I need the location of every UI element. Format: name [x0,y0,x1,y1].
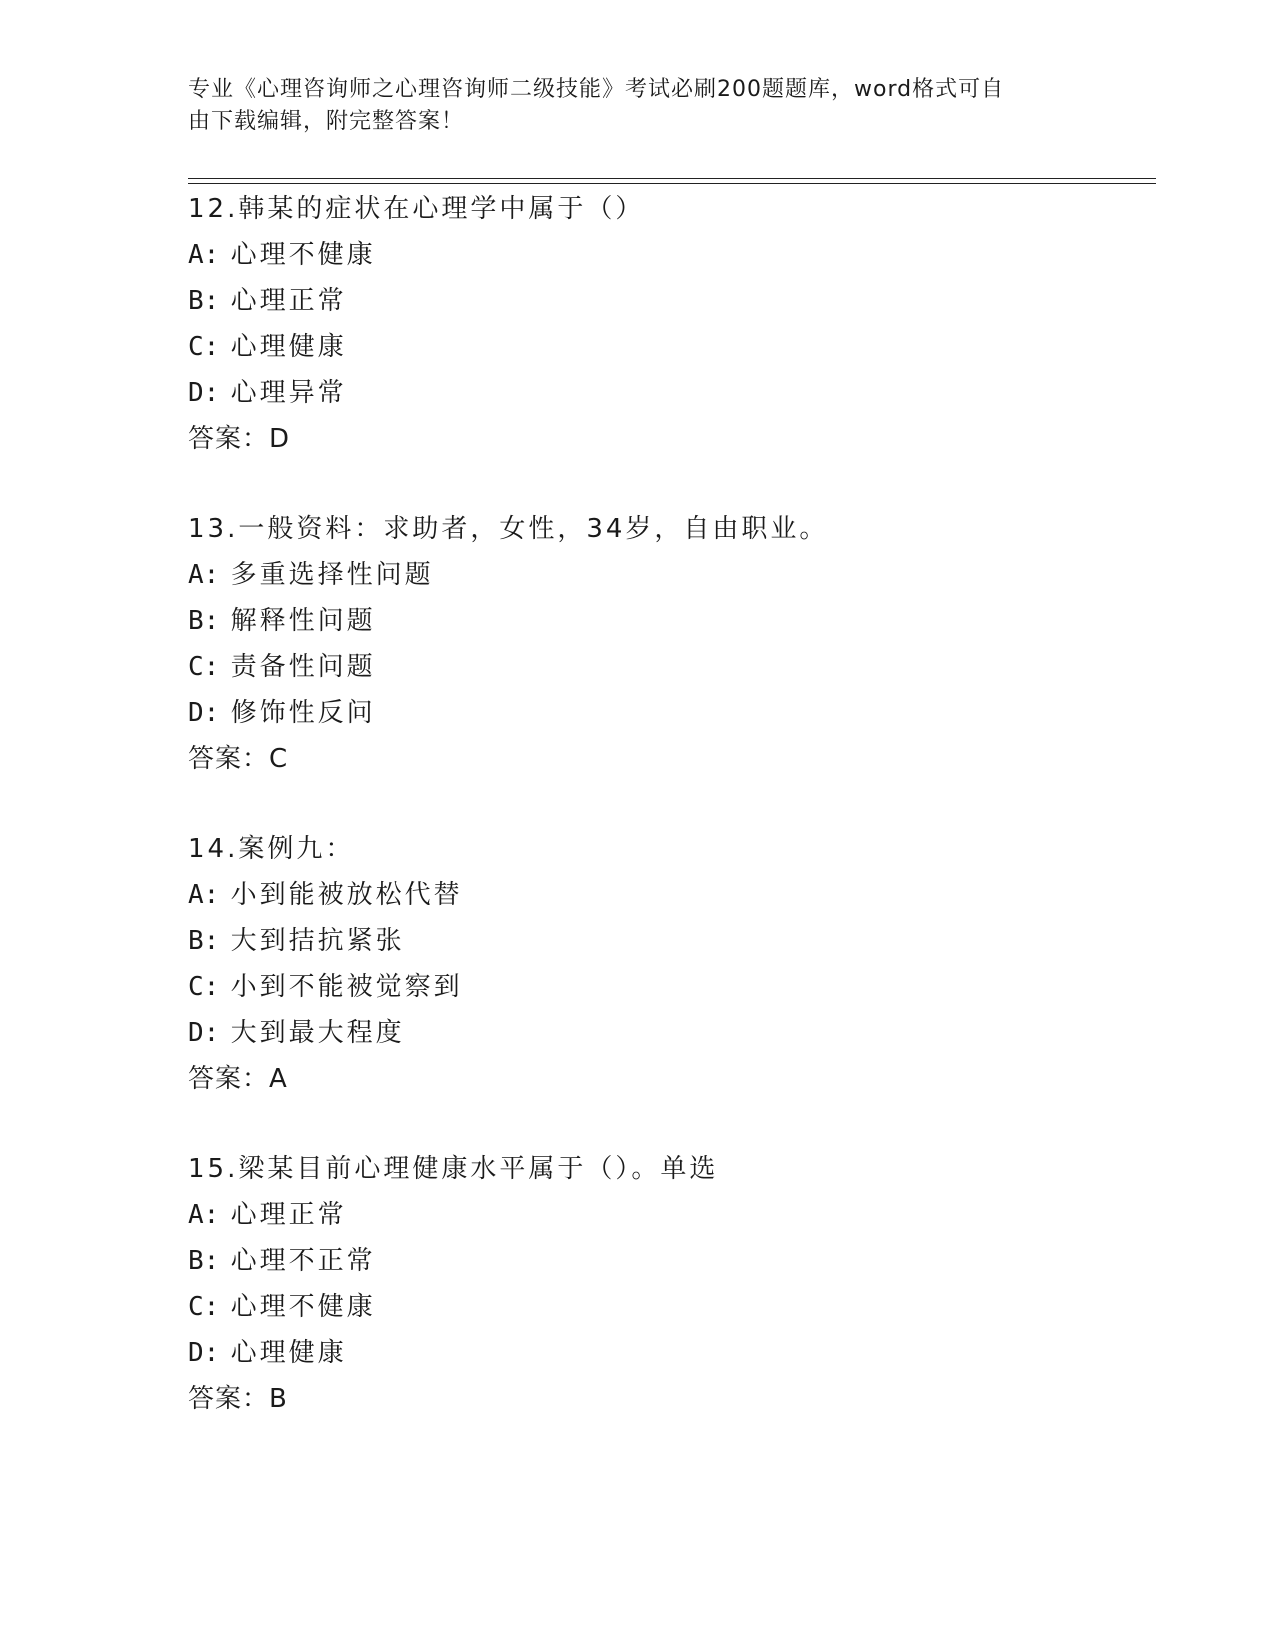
option-text: 心理不健康 [230,240,376,270]
header-divider-top [188,178,1156,179]
option-c [188,644,1148,690]
option-letter: C: [188,332,220,362]
option-d [188,1330,1148,1376]
option-text: 修饰性反问 [230,698,376,728]
option-text: 心理不正常 [230,1246,376,1276]
option-text: 大到最大程度 [230,1018,405,1048]
header-divider-bottom [188,183,1156,184]
option-a [188,552,1148,598]
question-stem: 15.梁某目前心理健康水平属于（）。单选 [188,1154,719,1184]
question-block [188,1146,1148,1422]
question-stem: 14.案例九： [188,834,355,864]
option-letter: A: [188,240,220,270]
option-b [188,598,1148,644]
option-text: 心理正常 [230,1200,347,1230]
option-letter: D: [188,1338,220,1368]
answer-line: 答案：C [188,744,289,774]
option-text: 小到不能被觉察到 [230,972,463,1002]
answer-line: 答案：D [188,424,291,454]
question-stem: 12.韩某的症状在心理学中属于（） [188,194,645,224]
option-text: 多重选择性问题 [230,560,434,590]
option-text: 心理异常 [230,378,347,408]
option-text: 心理正常 [230,286,347,316]
option-text: 心理健康 [230,1338,347,1368]
option-d [188,370,1148,416]
option-b [188,918,1148,964]
option-text: 小到能被放松代替 [230,880,463,910]
option-text: 解释性问题 [230,606,376,636]
option-letter: A: [188,1200,220,1230]
option-letter: A: [188,560,220,590]
header-line-2: 由下载编辑，附完整答案！ [188,109,465,134]
option-text: 大到拮抗紧张 [230,926,405,956]
option-letter: A: [188,880,220,910]
option-b [188,278,1148,324]
option-letter: C: [188,972,220,1002]
option-letter: B: [188,286,220,316]
question-block [188,506,1148,782]
option-d [188,1010,1148,1056]
option-a [188,232,1148,278]
answer-line: 答案：B [188,1384,288,1414]
question-stem: 13.一般资料：求助者，女性，34岁，自由职业。 [188,514,829,544]
option-text: 责备性问题 [230,652,376,682]
document-header [188,74,1068,138]
option-c [188,1284,1148,1330]
option-a [188,872,1148,918]
option-letter: D: [188,1018,220,1048]
option-d [188,690,1148,736]
answer-line: 答案：A [188,1064,288,1094]
option-letter: C: [188,652,220,682]
option-c [188,324,1148,370]
option-letter: B: [188,926,220,956]
option-c [188,964,1148,1010]
option-b [188,1238,1148,1284]
option-letter: D: [188,698,220,728]
option-letter: C: [188,1292,220,1322]
option-letter: B: [188,606,220,636]
option-a [188,1192,1148,1238]
option-text: 心理不健康 [230,1292,376,1322]
option-letter: B: [188,1246,220,1276]
header-line-1: 专业《心理咨询师之心理咨询师二级技能》考试必刷200题题库，word格式可自 [188,77,1005,102]
option-letter: D: [188,378,220,408]
question-block [188,826,1148,1102]
question-block [188,186,1148,462]
option-text: 心理健康 [230,332,347,362]
